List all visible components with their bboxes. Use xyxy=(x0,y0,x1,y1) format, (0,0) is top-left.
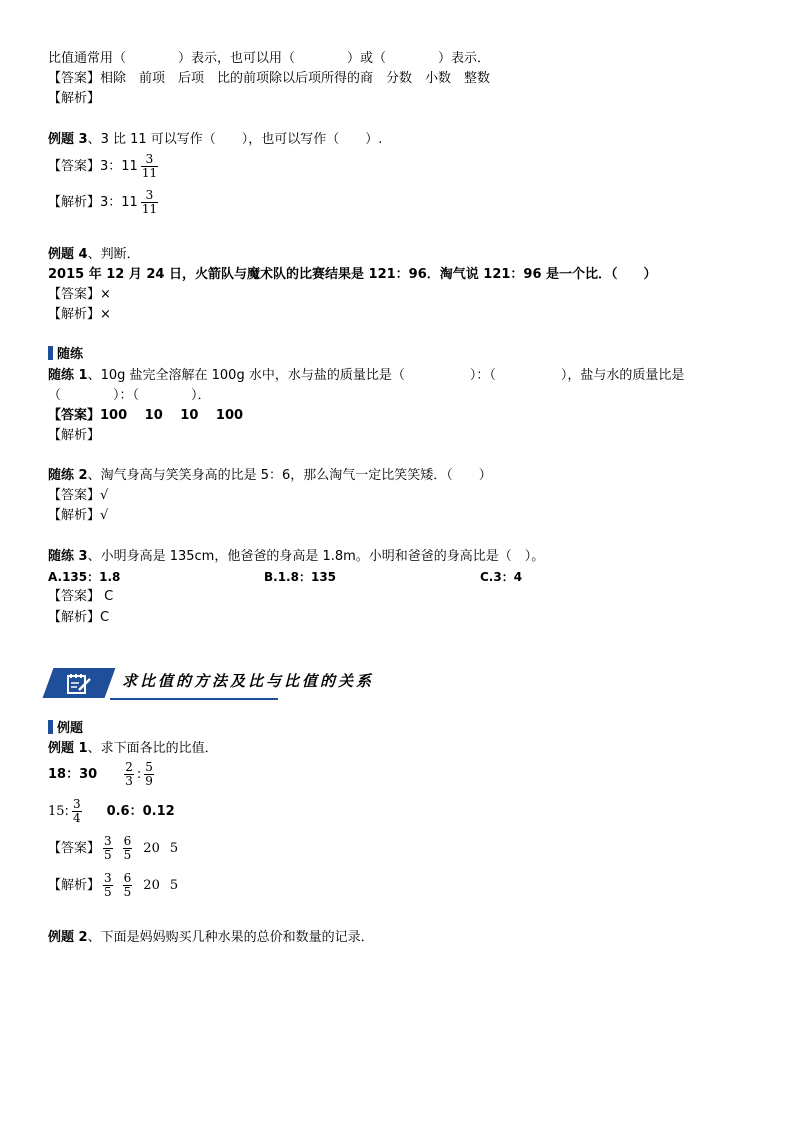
example-1-label: 例题 1 xyxy=(48,741,88,756)
fraction: $\frac{6}{5}$ xyxy=(123,871,132,899)
fraction: $\frac{5}{9}$ xyxy=(145,760,153,788)
example-2-label: 例题 2 xyxy=(48,930,88,945)
intro-answer: 【答案】相除 前项 后项 比的前项除以后项所得的商 分数 小数 整数 xyxy=(48,71,491,86)
example-4-text: 、判断． xyxy=(87,247,140,262)
intro-analysis: 【解析】 xyxy=(48,91,101,106)
practice-1-analysis: 【解析】 xyxy=(48,428,101,443)
example-3-analysis xyxy=(48,188,161,218)
practice-1-question xyxy=(48,367,684,385)
option-b: B.1.8：135 xyxy=(264,570,337,584)
example-2-question xyxy=(48,929,374,947)
answer-prefix: 【答案】 xyxy=(48,841,101,856)
example-1-row-2 xyxy=(48,797,175,827)
intro-question: 比值通常用（ ）表示，也可以用（ ）或（ ）表示． xyxy=(48,51,491,66)
section-examples-title: 例题 xyxy=(57,721,84,736)
option-c: C.3：4 xyxy=(480,570,523,584)
practice-1-text: 、10g 盐完全溶解在 100g 水中，水与盐的质量比是（ ）：（ ），盐与水的质量比是 xyxy=(87,368,685,383)
ratio-3-left: 15 xyxy=(48,804,65,819)
example-1-text: 、求下面各比的比值． xyxy=(87,741,218,756)
banner-underline xyxy=(110,698,278,700)
section-practice xyxy=(48,346,83,364)
analysis-prefix: 【解析】3：11 xyxy=(48,195,138,210)
colon: : xyxy=(64,804,69,819)
value: 5 xyxy=(169,878,179,893)
example-2-text: 、下面是妈妈购买几种水果的总价和数量的记录． xyxy=(87,930,374,945)
practice-3-answer: 【答案】 C xyxy=(48,589,114,604)
practice-2-label: 随练 2 xyxy=(48,468,88,483)
practice-2-answer: 【答案】√ xyxy=(48,488,109,503)
fraction: $\frac{2}{3}$ xyxy=(125,760,133,788)
fraction: $\frac{3}{5}$ xyxy=(104,871,112,899)
option-a: A.135：1.8 xyxy=(48,570,121,584)
value: 20 xyxy=(143,878,160,893)
example-4-answer: 【答案】× xyxy=(48,287,111,302)
fraction: $\frac{3}{4}$ xyxy=(72,797,81,825)
example-1-analysis xyxy=(48,871,178,901)
notepad-icon xyxy=(66,673,92,695)
example-3-question xyxy=(48,131,382,149)
section-practice-title: 随练 xyxy=(57,347,84,362)
value: 20 xyxy=(143,841,160,856)
practice-3-text: 、小明身高是 135cm，他爸爸的身高是 1.8m。小明和爸爸的身高比是（ ）。 xyxy=(87,549,545,564)
banner-title: 求比值的方法及比与比值的关系 xyxy=(122,672,375,690)
practice-1-answer: 【答案】100 10 10 100 xyxy=(48,408,244,423)
example-3-answer xyxy=(48,152,161,182)
fraction: $\frac{3}{11}$ xyxy=(141,188,158,216)
practice-2-question xyxy=(48,467,492,485)
example-1-answer xyxy=(48,834,178,864)
practice-3-label: 随练 3 xyxy=(48,549,88,564)
answer-prefix: 【答案】3：11 xyxy=(48,159,138,174)
fraction: $\frac{3}{11}$ xyxy=(141,152,158,180)
example-1-row-1 xyxy=(48,760,157,790)
example-4-heading xyxy=(48,246,140,264)
example-4-analysis: 【解析】× xyxy=(48,307,111,322)
section-marker xyxy=(48,720,53,734)
analysis-prefix: 【解析】 xyxy=(48,878,101,893)
example-3-text: 、3 比 11 可以写作（ ），也可以写作（ ）. xyxy=(87,132,383,147)
ratio-4: 0.6：0.12 xyxy=(106,804,175,819)
fraction: $\frac{6}{5}$ xyxy=(123,834,132,862)
fraction: $\frac{3}{5}$ xyxy=(104,834,112,862)
example-4-question: 2015 年 12 月 24 日，火箭队与魔术队的比赛结果是 121：96．淘气说 121：96 是一个比．（ ） xyxy=(48,267,657,282)
practice-1-question-cont: （ ）：（ ）． xyxy=(48,388,211,403)
example-4-label: 例题 4 xyxy=(48,247,88,262)
value: 5 xyxy=(169,841,179,856)
section-banner xyxy=(48,666,388,702)
practice-2-analysis: 【解析】√ xyxy=(48,508,109,523)
example-1-question xyxy=(48,740,218,758)
practice-3-question xyxy=(48,548,544,566)
practice-3-analysis: 【解析】C xyxy=(48,610,110,625)
practice-1-label: 随练 1 xyxy=(48,368,88,383)
colon: : xyxy=(136,767,142,782)
section-marker xyxy=(48,346,53,360)
section-examples xyxy=(48,720,83,738)
practice-2-text: 、淘气身高与笑笑身高的比是 5：6，那么淘气一定比笑笑矮．（ ） xyxy=(87,468,492,483)
ratio-1: 18：30 xyxy=(48,767,98,782)
example-3-label: 例题 3 xyxy=(48,132,88,147)
